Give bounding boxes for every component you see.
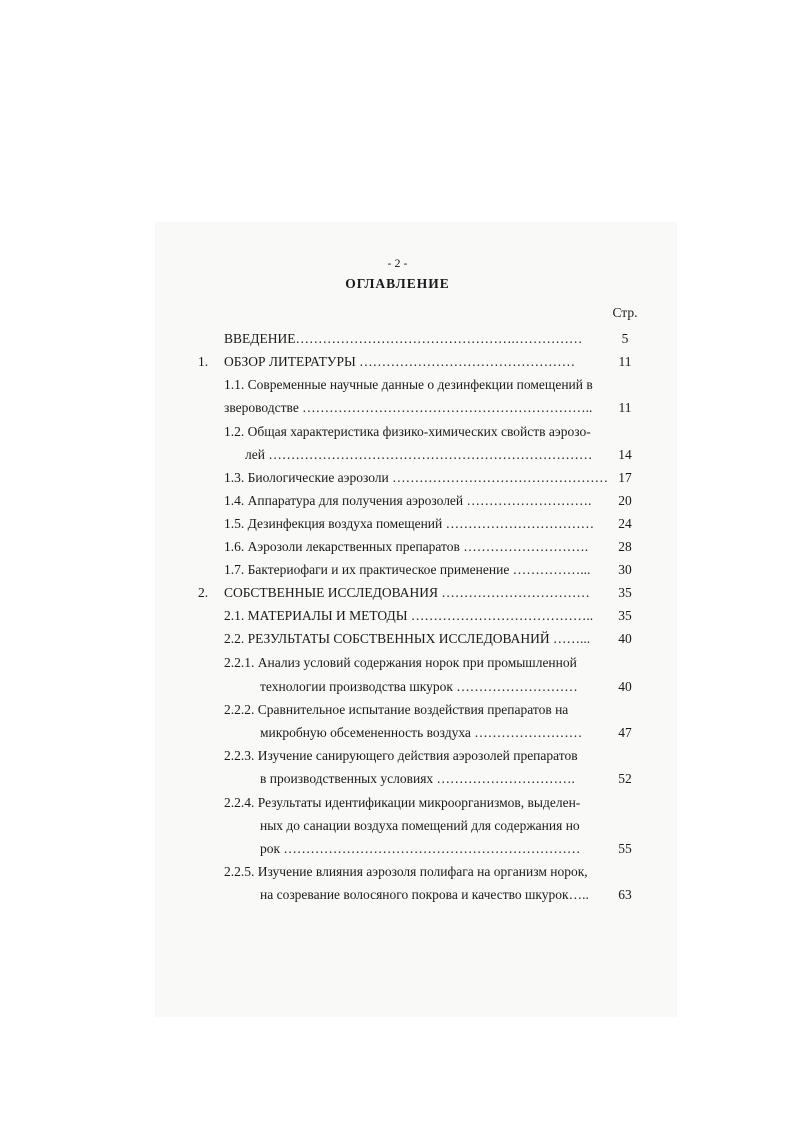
toc-entry-1-2 — [0, 422, 795, 442]
toc-entry-text: 1.7. Бактериофаги и их практическое применение ……………... — [224, 562, 591, 577]
toc-entry-text: ных до санации воздуха помещений для содержания но — [260, 818, 580, 833]
toc-entry-1-6 — [0, 537, 795, 557]
toc-entry-2-2-1 — [0, 653, 795, 673]
toc-entry-text: ОБЗОР ЛИТЕРАТУРЫ ………………………………………… — [224, 354, 576, 369]
toc-entry-page: 55 — [618, 841, 632, 856]
toc-entry-chapter-2 — [0, 583, 795, 603]
toc-chapter-number: 1. — [198, 354, 209, 369]
toc-entry-text: лей ……………………………………………………………… — [245, 447, 593, 462]
toc-entry-text: звероводстве ……………………………………………………….. — [224, 400, 593, 415]
toc-entry-text: на созревание волосяного покрова и качество шкурок….. — [260, 887, 589, 902]
toc-entry-page: 20 — [618, 493, 632, 508]
toc-entry-text: 1.2. Общая характеристика физико-химических свойств аэрозо- — [224, 424, 591, 439]
toc-entry-chapter-1 — [0, 352, 795, 372]
toc-entry-page: 47 — [618, 725, 632, 740]
toc-entry-text: 2.2. РЕЗУЛЬТАТЫ СОБСТВЕННЫХ ИССЛЕДОВАНИЙ ……... — [224, 631, 591, 646]
toc-entry-page: 14 — [618, 447, 632, 462]
page-column-header: Стр. — [612, 305, 638, 320]
toc-entry-text: 1.6. Аэрозоли лекарственных препаратов ………………………. — [224, 539, 589, 554]
toc-entry-2-2-5 — [0, 862, 795, 882]
toc-entry-1-5 — [0, 514, 795, 534]
toc-entry-page: 40 — [618, 679, 632, 694]
toc-entry-page: 24 — [618, 516, 632, 531]
toc-entry-2-2-3-continued — [0, 769, 795, 789]
toc-entry-text: ВВЕДЕНИЕ………………………………………….…………… — [224, 331, 583, 346]
toc-entry-text: 1.5. Дезинфекция воздуха помещений …………………………… — [224, 516, 595, 531]
toc-entry-page: 52 — [618, 771, 632, 786]
toc-entry-2-2-2 — [0, 700, 795, 720]
toc-entry-page: 11 — [618, 354, 632, 369]
toc-entry-page: 40 — [618, 631, 632, 646]
toc-entry-1-1-continued — [0, 398, 795, 418]
toc-entry-2-2-4-continued-2 — [0, 839, 795, 859]
toc-entry-page: 11 — [618, 400, 632, 415]
toc-entry-text: микробную обсемененность воздуха …………………… — [260, 725, 583, 740]
toc-chapter-number: 2. — [198, 585, 209, 600]
toc-entry-1-1 — [0, 375, 795, 395]
toc-entry-page: 63 — [618, 887, 632, 902]
toc-entry-text: в производственных условиях …………………………. — [260, 771, 575, 786]
toc-entry-2-2 — [0, 629, 795, 649]
toc-entry-page: 30 — [618, 562, 632, 577]
toc-entry-text: 2.2.5. Изучение влияния аэрозоля полифага на организм норок, — [224, 864, 588, 879]
toc-entry-page: 5 — [621, 331, 629, 346]
toc-title: ОГЛАВЛЕНИЕ — [345, 276, 450, 291]
toc-entry-text: 2.2.3. Изучение санирующего действия аэрозолей препаратов — [224, 748, 578, 763]
toc-entry-page: 35 — [618, 585, 632, 600]
toc-entry-1-7 — [0, 560, 795, 580]
toc-entry-2-1 — [0, 606, 795, 626]
toc-entry-text: 2.1. МАТЕРИАЛЫ И МЕТОДЫ ………………………………….. — [224, 608, 594, 623]
toc-entry-2-2-5-continued — [0, 885, 795, 905]
toc-entry-1-2-continued — [0, 445, 795, 465]
toc-entry-text: 2.2.1. Анализ условий содержания норок при промышленной — [224, 655, 577, 670]
toc-entry-2-2-2-continued — [0, 723, 795, 743]
toc-entry-2-2-4-continued — [0, 816, 795, 836]
page-number: - 2 - — [387, 256, 408, 270]
toc-entry-page: 28 — [618, 539, 632, 554]
toc-entry-2-2-3 — [0, 746, 795, 766]
toc-entry-text: 2.2.4. Результаты идентификации микроорганизмов, выделен- — [224, 795, 581, 810]
toc-entry-text: 1.3. Биологические аэрозоли ………………………………………… — [224, 470, 609, 485]
toc-entry-text: 1.4. Аппаратура для получения аэрозолей ………………………. — [224, 493, 592, 508]
toc-entry-introduction — [0, 329, 795, 349]
toc-entry-text: 2.2.2. Сравнительное испытание воздействия препаратов на — [224, 702, 569, 717]
toc-entry-page: 17 — [618, 470, 632, 485]
toc-entry-2-2-4 — [0, 793, 795, 813]
toc-entry-text: СОБСТВЕННЫЕ ИССЛЕДОВАНИЯ …………………………… — [224, 585, 590, 600]
toc-entry-text: рок ………………………………………………………… — [260, 841, 581, 856]
toc-entry-1-3 — [0, 468, 795, 488]
toc-entry-text: технологии производства шкурок ……………………… — [260, 679, 578, 694]
toc-entry-2-2-1-continued — [0, 677, 795, 697]
toc-entry-1-4 — [0, 491, 795, 511]
toc-entry-page: 35 — [618, 608, 632, 623]
toc-entry-text: 1.1. Современные научные данные о дезинфекции помещений в — [224, 377, 593, 392]
